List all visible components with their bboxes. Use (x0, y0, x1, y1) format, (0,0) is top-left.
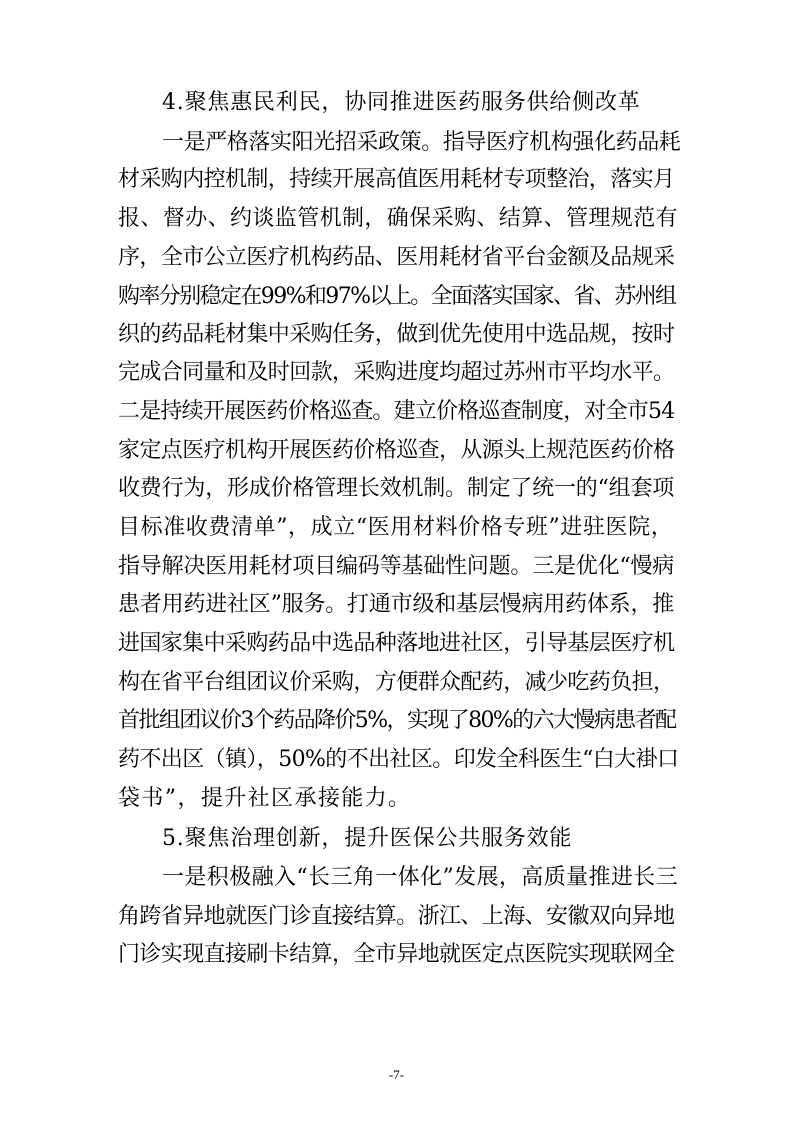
section-4-line: 序，全市公立医疗机构药品、医用耗材省平台金额及品规采 (118, 245, 675, 270)
section-4-line: 材采购内控机制，持续开展高值医用耗材专项整治，落实月 (118, 167, 675, 192)
section-4-line: 进国家集中采购药品中选品种落地进社区，引导基层医疗机 (118, 631, 675, 656)
section-4-line: 织的药品耗材集中采购任务，做到优先使用中选品规，按时 (118, 322, 675, 347)
section-5-line: 一是积极融入“长三角一体化”发展，高质量推进长三 (162, 865, 679, 890)
section-4-line: 收费行为，形成价格管理长效机制。制定了统一的“组套项 (118, 476, 675, 501)
section-4-line: 完成合同量和及时回款，采购进度均超过苏州市平均水平。 (118, 360, 675, 385)
section-4-line: 二是持续开展医药价格巡查。建立价格巡查制度，对全市54 (118, 399, 675, 424)
section-5-heading: 5.聚焦治理创新，提升医保公共服务效能 (162, 826, 573, 851)
section-4-line: 目标准收费清单”，成立“医用材料价格专班”进驻医院， (118, 515, 674, 540)
page-number: -7- (388, 1067, 405, 1082)
section-4-heading: 4.聚焦惠民利民，协同推进医药服务供给侧改革 (162, 90, 641, 115)
section-4-line: 购率分别稳定在99%和97%以上。全面落实国家、省、苏州组 (118, 284, 676, 309)
section-4-line: 患者用药进社区”服务。打通市级和基层慢病用药体系，推 (118, 592, 675, 617)
section-4-line: 袋书”，提升社区承接能力。 (118, 786, 412, 811)
section-4-line: 指导解决医用耗材项目编码等基础性问题。三是优化“慢病 (118, 554, 675, 579)
section-4-line: 构在省平台组团议价采购，方便群众配药，减少吃药负担， (118, 670, 675, 695)
section-4-line: 一是严格落实阳光招采政策。指导医疗机构强化药品耗 (162, 130, 681, 155)
section-4-line: 药不出区（镇），50%的不出社区。印发全科医生“白大褂口 (118, 747, 679, 772)
section-5-line: 门诊实现直接刷卡结算，全市异地就医定点医院实现联网全 (118, 942, 675, 967)
section-5-line: 角跨省异地就医门诊直接结算。浙江、上海、安徽双向异地 (118, 904, 675, 929)
section-4-line: 家定点医疗机构开展医药价格巡查，从源头上规范医药价格 (118, 438, 675, 463)
section-4-line: 报、督办、约谈监管机制，确保采购、结算、管理规范有 (118, 206, 679, 231)
section-4-line: 首批组团议价3个药品降价5%，实现了80%的六大慢病患者配 (118, 708, 676, 733)
